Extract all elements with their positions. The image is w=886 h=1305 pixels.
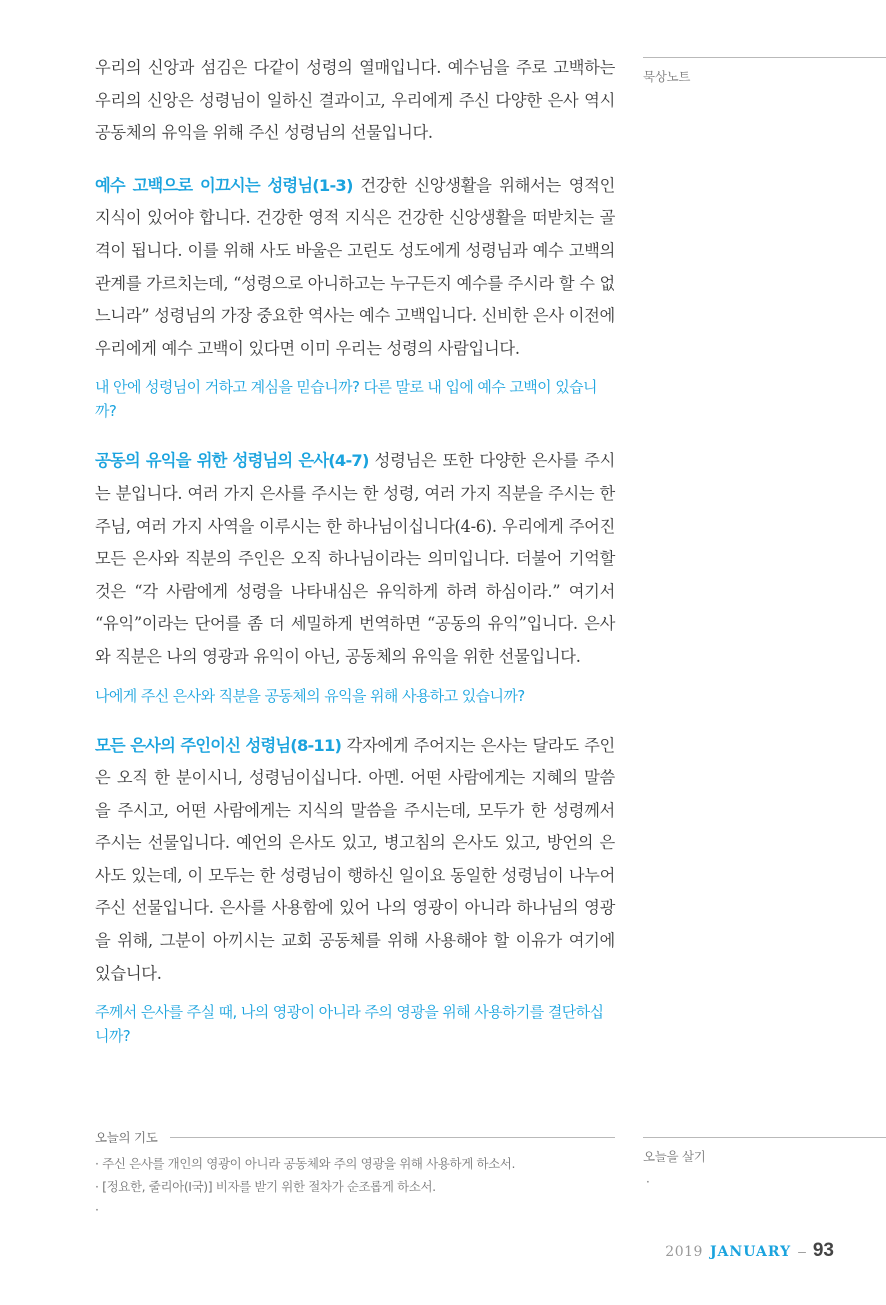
divider	[170, 1137, 615, 1138]
reflection-question: 주께서 은사를 주실 때, 나의 영광이 아니라 주의 영광을 위해 사용하기를 결단하십니까?	[95, 1003, 604, 1046]
page-footer	[665, 1240, 834, 1262]
meditation-notes-label: 묵상노트	[643, 69, 691, 84]
section-heading: 예수 고백으로 이끄시는 성령님(1-3)	[95, 175, 353, 195]
prayer-item: · [정요한, 줄리아(I국)] 비자를 받기 위한 절차가 순조롭게 하소서.	[95, 1179, 436, 1194]
prayer-item: · 주신 은사를 개인의 영광이 아니라 공동체와 주의 영광을 위해 사용하게 하소서.	[95, 1156, 516, 1171]
prayer-header	[95, 1128, 615, 1146]
reflection-question: 내 안에 성령님이 거하고 계심을 믿습니까? 다른 말로 내 입에 예수 고백이 있습니까?	[95, 378, 597, 421]
prayer-section	[95, 1128, 615, 1221]
meditation-notes-panel	[643, 57, 886, 85]
divider	[643, 57, 886, 58]
section-text: 각자에게 주어지는 은사는 달라도 주인은 오직 한 분이시니, 성령님이십니다. 아멘. 어떤 사람에게는 지혜의 말씀을 주시고, 어떤 사람에게는 지식의 말씀을 주시는데, 모두가 한 성령께서 주시는 선물입니다. 예언의 은사도 있고, 병고침의 은사도 있고, 방언의 은사도 있는데, 이 모두는 한 성령님이 행하신 일이요 동일한 성령님이 나누어주신 선물입니다. 은사를 사용함에 있어 나의 영광이 아니라 하나님의 영광을 위해, 그분이 아끼시는 교회 공동체를 위해 사용해야 할 이유가 여기에 있습니다.	[95, 735, 615, 983]
section-paragraph	[95, 730, 615, 991]
main-column	[95, 52, 615, 1048]
prayer-list	[95, 1152, 615, 1221]
section-paragraph	[95, 445, 615, 673]
prayer-item: ·	[95, 1202, 99, 1217]
reflection-question: 나에게 주신 은사와 직분을 공동체의 유익을 위해 사용하고 있습니까?	[95, 686, 525, 705]
section-heading: 모든 은사의 주인이신 성령님(8-11)	[95, 735, 342, 755]
intro-paragraph: 우리의 신앙과 섬김은 다같이 성령의 열매입니다. 예수님을 주로 고백하는 우리의 신앙은 성령님이 일하신 결과이고, 우리에게 주신 다양한 은사 역시 공동체의 유익을 위해 주신 성령님의 선물입니다.	[95, 58, 615, 143]
daily-living-bullet: ·	[646, 1175, 650, 1189]
section-heading: 공동의 유익을 위한 성령님의 은사(4-7)	[95, 451, 369, 471]
divider	[643, 1137, 886, 1138]
daily-living-panel	[643, 1137, 886, 1189]
section-text: 건강한 신앙생활을 위해서는 영적인 지식이 있어야 합니다. 건강한 영적 지식은 건강한 신앙생활을 떠받치는 골격이 됩니다. 이를 위해 사도 바울은 고린도 성도에게 성령님과 예수 고백의 관계를 가르치는데, “성령으로 아니하고는 누구든지 예수를 주시라 할 수 없느니라” 성령님의 가장 중요한 역사는 예수 고백입니다. 신비한 은사 이전에 우리에게 예수 고백이 있다면 이미 우리는 성령의 사람입니다.	[95, 175, 616, 358]
footer-year: 2019	[665, 1244, 703, 1260]
page-number: 93	[812, 1240, 834, 1261]
section-text: 성령님은 또한 다양한 은사를 주시는 분입니다. 여러 가지 은사를 주시는 한 성령, 여러 가지 직분을 주시는 한 주님, 여러 가지 사역을 이루시는 한 하나님이십니다(4-6). 우리에게 주어진 모든 은사와 직분의 주인은 오직 하나님이라는 의미입니다. 더불어 기억할 것은 “각 사람에게 성령을 나타내심은 유익하게 하려 하심이라.” 여기서 “유익”이라는 단어를 좀 더 세밀하게 번역하면 “공동의 유익”입니다. 은사와 직분은 나의 영광과 유익이 아닌, 공동체의 유익을 위한 선물입니다.	[95, 451, 615, 666]
daily-living-label: 오늘을 살기	[643, 1149, 706, 1164]
footer-separator: –	[798, 1243, 806, 1259]
section-paragraph	[95, 170, 615, 366]
footer-month: JANUARY	[709, 1244, 792, 1260]
prayer-label: 오늘의 기도	[95, 1130, 158, 1145]
